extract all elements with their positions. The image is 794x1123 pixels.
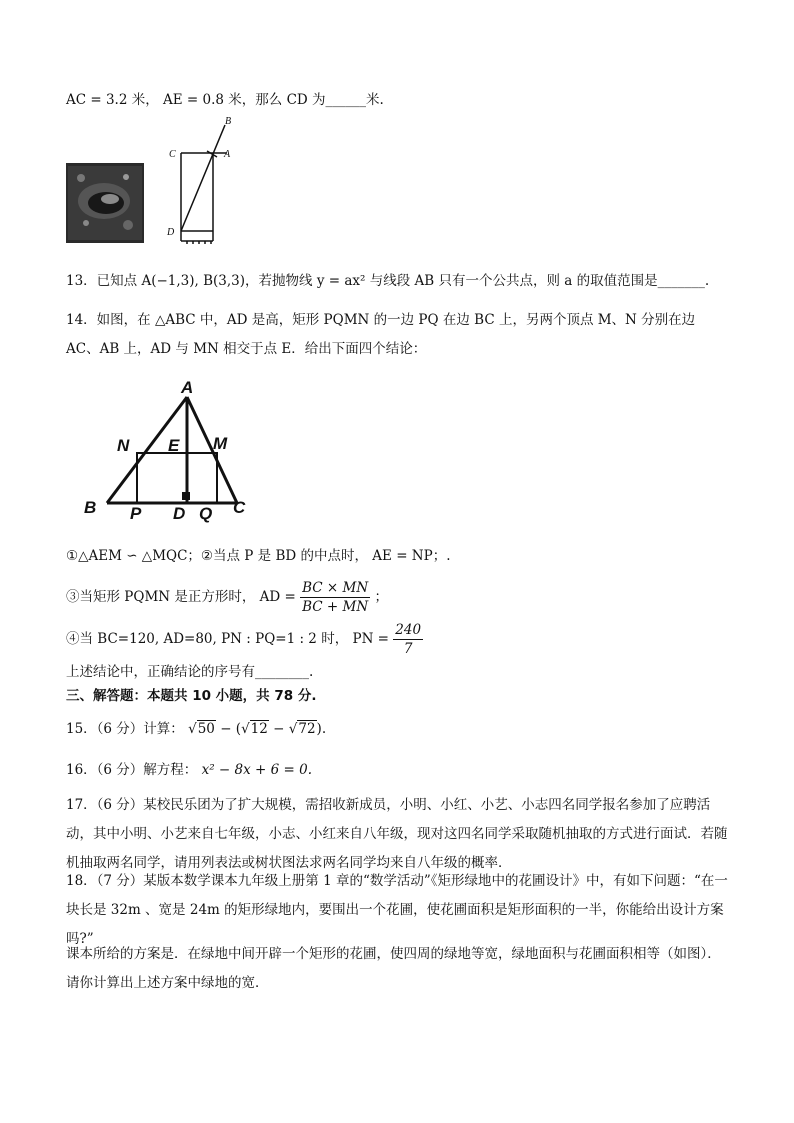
q14-c3-prefix: ③当矩形 PQMN 是正方形时， AD = [66, 589, 296, 605]
q14-conclusion-3 [66, 578, 388, 616]
fig12-label-a: A [224, 149, 231, 160]
q18-text-2: 课本所给的方案是．在绿地中间开辟一个矩形的花圃，使四周的绿地等宽，绿地面积与花圃面积相等（如图）．请你计算出上述方案中绿地的宽． [66, 946, 721, 991]
q15-radicand-c: 72 [298, 721, 316, 737]
q12-photo [66, 163, 144, 243]
fig14-label-q: Q [199, 504, 213, 523]
fig14-label-e: E [168, 436, 180, 455]
q16-equation: x² − 8x + 6 = 0. [201, 762, 312, 778]
q14-c3-suffix: ； [374, 589, 388, 605]
fig14-label-c: C [233, 498, 246, 517]
q12-diagram [163, 113, 243, 248]
q14-c3-denominator: BC + MN [302, 599, 369, 615]
q14-c4-fraction [393, 621, 423, 658]
q17-text: 17．（6 分）某校民乐团为了扩大规模，需招收新成员，小明、小红、小艺、小志四名同学报名参加了应聘活动，其中小明、小艺来自七年级，小志、小红来自八年级，现对这四名同学采取随机抽取的方式进行面试．若随机抽取两名同学，请用列表法或树状图法求两名同学均来自八年级的概率． [66, 797, 728, 871]
q14-ask: 上述结论中，正确结论的序号有________. [66, 664, 314, 680]
q15-radicand-b: 12 [250, 721, 268, 737]
fig14-label-n: N [117, 436, 130, 455]
q15 [66, 717, 326, 741]
q13-text: 13．已知点 A(−1,3), B(3,3)，若抛物线 y = ax² 与线段 AB 只有一个公共点，则 a 的取值范围是_______. [66, 273, 710, 289]
q12-tail-text: AC = 3.2 米， AE = 0.8 米，那么 CD 为______米. [66, 92, 384, 108]
fig12-label-b: B [225, 116, 232, 127]
fig14-label-m: M [213, 434, 228, 453]
fig14-label-a: A [181, 378, 194, 397]
fig14-label-b: B [84, 498, 97, 517]
q14-conclusion-4 [66, 620, 423, 658]
q16-prefix: 16．（6 分）解方程： [66, 762, 198, 778]
q14-c4-prefix: ④当 BC=120, AD=80, PN : PQ=1 : 2 时， PN = [66, 631, 389, 647]
q14-c4-denominator: 7 [403, 641, 413, 657]
q14-c3-numerator: BC × MN [302, 580, 369, 596]
q14-figure [82, 375, 262, 523]
fig12-label-d: D [167, 227, 175, 238]
q15-prefix: 15．（6 分）计算： [66, 721, 184, 737]
q15-expression: √50 − (√12 − √72). [188, 721, 327, 737]
q14-c4-numerator: 240 [395, 622, 422, 638]
fig14-label-p: P [130, 504, 142, 523]
q18-text: 18．（7 分）某版本数学课本九年级上册第 1 章的“数学活动”《矩形绿地中的花圃设计》中，有如下问题：“在一块长是 32m 、宽是 24m 的矩形绿地内，要围出一个花圃，使花圃面积是矩形面积的一半，你能给出设计方案吗?” [66, 873, 728, 947]
q14-intro: 14．如图，在 △ABC 中，AD 是高，矩形 PQMN 的一边 PQ 在边 BC 上，另两个顶点 M、N 分别在边 AC、AB 上，AD 与 MN 相交于点 E．给出下面四个结论： [66, 312, 696, 357]
q15-radicand-a: 50 [197, 721, 215, 737]
q16 [66, 760, 312, 780]
section-3-title: 三、解答题：本题共 10 小题，共 78 分. [66, 688, 317, 704]
q14-c3-fraction [300, 579, 370, 616]
fig12-label-c: C [169, 149, 176, 160]
fig14-label-d: D [173, 504, 186, 523]
q14-conclusion-1-2: ①△AEM ∽ △MQC；②当点 P 是 BD 的中点时， AE = NP；. [66, 548, 451, 564]
